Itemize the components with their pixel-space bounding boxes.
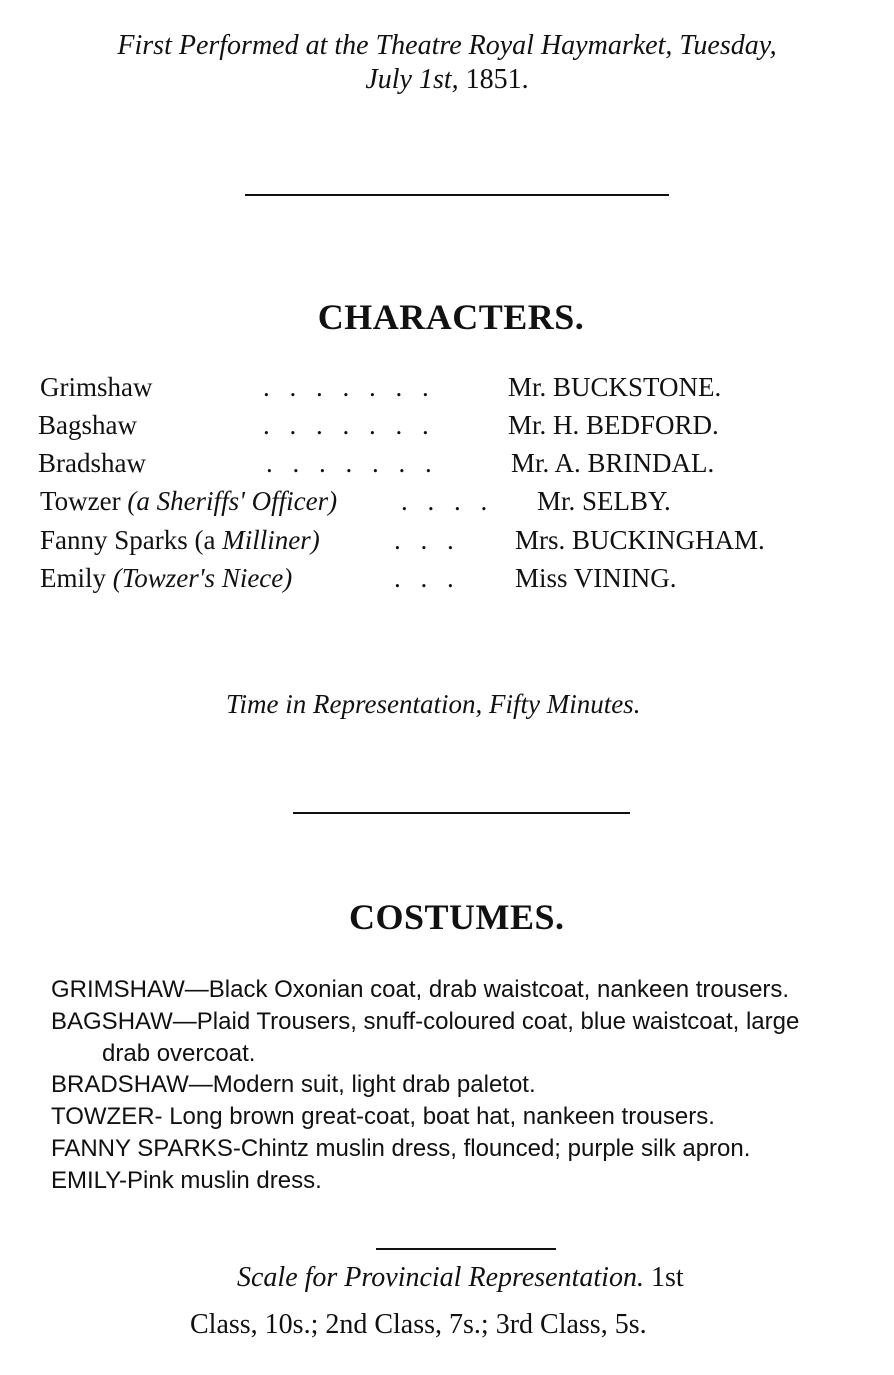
cast-actor: Mr. A. BRINDAL.	[511, 448, 715, 478]
leader-dots: . . . . . . .	[266, 448, 432, 478]
leader-dots: . . .	[394, 563, 454, 593]
cast-description: Milliner)	[222, 525, 320, 555]
leader-dots: . . . . . . .	[263, 410, 429, 440]
cast-name: Towzer (a Sheriffs' Officer)	[40, 486, 338, 516]
scale-label: Scale for Provincial Representation.	[237, 1262, 644, 1293]
cast-description: (Towzer's Niece)	[112, 563, 293, 593]
cast-description: (a Sheriffs' Officer)	[127, 486, 338, 516]
premiere-line-1: First Performed at the Theatre Royal Haymarket, Tuesday,	[117, 30, 777, 61]
costumes-heading: COSTUMES.	[349, 897, 565, 937]
cast-actor: Mr. BUCKSTONE.	[508, 372, 722, 402]
time-in-representation: Time in Representation, Fifty Minutes.	[226, 689, 641, 719]
costume-line: drab overcoat.	[102, 1040, 256, 1067]
cast-actor: Mr. SELBY.	[537, 486, 671, 516]
leader-dots: . . . .	[401, 486, 488, 516]
premiere-date: July 1st,	[365, 64, 459, 95]
costume-line: EMILY-Pink muslin dress.	[51, 1167, 322, 1194]
costume-line: GRIMSHAW—Black Oxonian coat, drab waistcoat, nankeen trousers.	[51, 976, 790, 1003]
cast-actor: Miss VINING.	[515, 563, 677, 593]
premiere-line-2	[0, 63, 894, 97]
cast-name: Bradshaw	[38, 448, 146, 478]
cast-actor: Mr. H. BEDFORD.	[508, 410, 719, 440]
premiere-year: 1851.	[458, 64, 529, 95]
cast-name: Grimshaw	[40, 372, 153, 402]
scale-line-1: Scale for Provincial Representation. 1st	[237, 1262, 684, 1293]
divider-rule	[376, 1248, 556, 1250]
divider-rule	[293, 812, 630, 814]
cast-name: Bagshaw	[38, 410, 137, 440]
costume-line: BRADSHAW—Modern suit, light drab paletot.	[51, 1071, 536, 1098]
costume-line: TOWZER- Long brown great-coat, boat hat, nankeen trousers.	[51, 1103, 715, 1130]
characters-heading: CHARACTERS.	[317, 297, 585, 337]
divider-rule	[245, 194, 669, 196]
scale-line-2: Class, 10s.; 2nd Class, 7s.; 3rd Class, 5s.	[190, 1309, 647, 1340]
costume-line: FANNY SPARKS-Chintz muslin dress, flounced; purple silk apron.	[51, 1135, 751, 1162]
leader-dots: . . .	[394, 525, 454, 555]
costume-line: BAGSHAW—Plaid Trousers, snuff-coloured coat, blue waistcoat, large	[51, 1008, 800, 1035]
cast-name: Emily (Towzer's Niece)	[40, 563, 293, 593]
cast-name: Fanny Sparks (a Milliner)	[40, 525, 320, 555]
leader-dots: . . . . . . .	[263, 372, 429, 402]
cast-actor: Mrs. BUCKINGHAM.	[515, 525, 765, 555]
